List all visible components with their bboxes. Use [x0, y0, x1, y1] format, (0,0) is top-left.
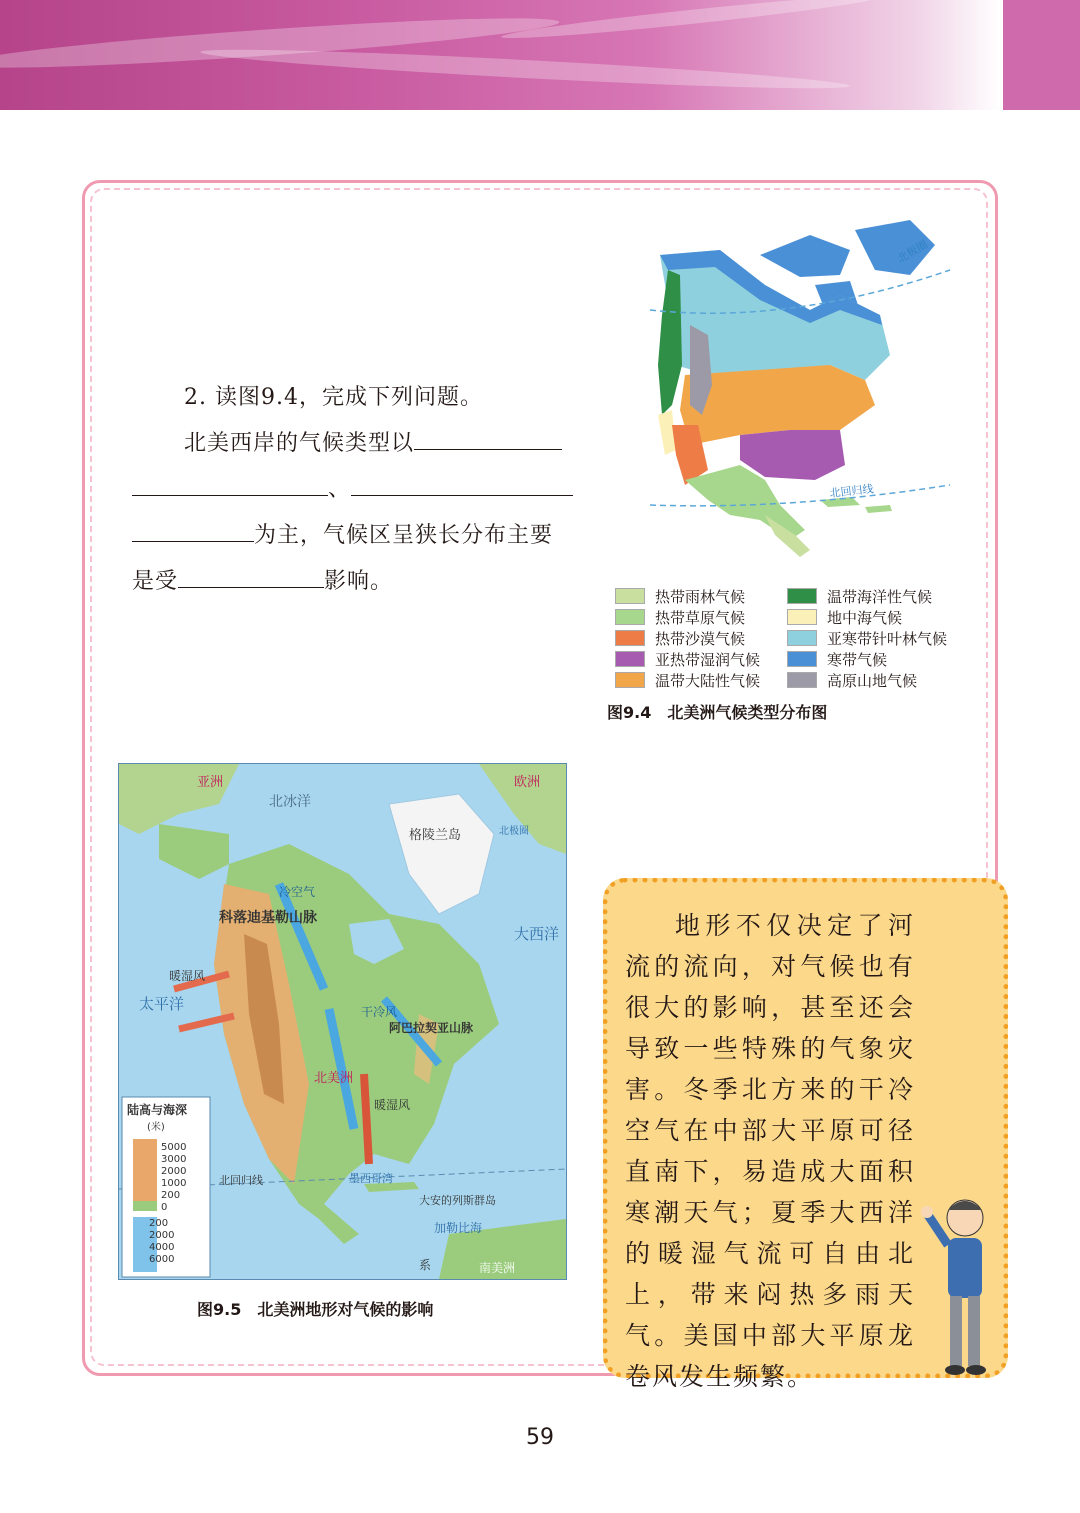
label-tropic: 北回归线 [219, 1174, 263, 1187]
arctic-circle-label: 北极圈 [895, 237, 931, 266]
label-rockies: 科落迪基勒山脉 [219, 910, 317, 926]
depth-tick: 6000 [149, 1254, 175, 1265]
question-text: 为主，气候区呈狭长分布主要 [254, 523, 554, 548]
elevation-tick: 0 [161, 1202, 168, 1213]
elevation-tick: 1000 [161, 1178, 187, 1189]
question-text: 是受 [132, 569, 179, 594]
legend-label: 亚热带湿润气候 [655, 650, 761, 669]
label-pacific: 太平洋 [139, 995, 185, 1013]
elevation-legend-unit: (米) [147, 1122, 165, 1133]
legend-swatch [787, 630, 817, 646]
teacher-illustration [920, 1190, 1000, 1380]
label-cold-air: 冷空气 [279, 885, 316, 899]
label-south-america: 南美洲 [479, 1261, 516, 1275]
legend-item [787, 650, 887, 668]
legend-label: 寒带气候 [827, 650, 888, 669]
label-warm-humid: 暖湿风 [374, 1098, 411, 1112]
legend-swatch [787, 672, 817, 688]
legend-label: 热带雨林气候 [655, 587, 746, 606]
answer-blank-2[interactable] [132, 469, 328, 496]
header-banner [0, 0, 1000, 110]
label-asia: 亚洲 [197, 775, 224, 790]
question-block [132, 375, 582, 605]
label-greenland: 格陵兰岛 [409, 828, 462, 843]
question-text: 北美西岸的气候类型以 [184, 431, 415, 456]
answer-blank-3[interactable] [351, 469, 573, 496]
label-warm-wind: 暖湿风 [169, 969, 206, 983]
legend-label: 温带大陆性气候 [655, 671, 761, 690]
legend-label: 热带草原气候 [655, 608, 746, 627]
legend-swatch [615, 672, 645, 688]
label-appalachian: 阿巴拉契亚山脉 [389, 1021, 474, 1035]
label-gulf: 墨西哥湾 [349, 1172, 393, 1185]
label-dry-cold-wind: 干冷风 [361, 1005, 398, 1019]
legend-item [615, 587, 745, 605]
legend-item [787, 608, 902, 626]
legend-item [615, 629, 745, 647]
label-america: 北美洲 [314, 1071, 354, 1086]
label-caribbean: 加勒比海 [434, 1221, 483, 1235]
elevation-tick: 2000 [161, 1166, 187, 1177]
legend-swatch [615, 609, 645, 625]
legend-swatch [615, 588, 645, 604]
answer-blank-4[interactable] [132, 515, 254, 542]
label-europe: 欧洲 [514, 775, 541, 790]
legend-label: 地中海气候 [827, 608, 903, 627]
answer-blank-5[interactable] [178, 561, 324, 588]
legend-swatch [787, 651, 817, 667]
legend-item [787, 587, 932, 605]
elevation-legend-title: 陆高与海深 [127, 1103, 188, 1117]
tip-text: 地形不仅决定了河流的流向，对气候也有很大的影响，甚至还会导致一些特殊的气象灾害。冬季北方来的干冷空气在中部大平原可径直南下，易造成大面积寒潮天气；夏季大西洋的暖湿气流可自由北上，带来闷热多雨天气。美国中部大平原龙卷风发生频繁。 [625, 911, 915, 1391]
label-atlantic: 大西洋 [514, 925, 560, 943]
legend-label: 高原山地气候 [827, 671, 918, 690]
legend-item [615, 671, 760, 689]
legend-label: 温带海洋性气候 [827, 587, 933, 606]
elevation-tick: 5000 [161, 1142, 187, 1153]
question-text: 影响。 [324, 569, 394, 594]
answer-blank-1[interactable] [414, 423, 562, 450]
figure-caption-9-4: 图9.4 北美洲气候类型分布图 [607, 703, 828, 722]
label-arctic-circle: 北极圈 [499, 826, 529, 837]
legend-swatch [615, 630, 645, 646]
legend-label: 亚寒带针叶林气候 [827, 629, 948, 648]
legend-item [787, 671, 917, 689]
depth-tick: 2000 [149, 1230, 175, 1241]
header-tab [1003, 0, 1080, 110]
climate-map [590, 215, 970, 580]
depth-tick: 200 [149, 1218, 169, 1229]
tropic-label: 北回归线 [828, 482, 875, 500]
page-number: 59 [526, 1425, 554, 1450]
label-antilles: 大安的列斯群岛 [419, 1194, 496, 1207]
elevation-tick: 3000 [161, 1154, 187, 1165]
legend-item [787, 629, 947, 647]
question-title: 2. 读图9.4，完成下列问题。 [184, 385, 483, 410]
figure-caption-9-5: 图9.5 北美洲地形对气候的影响 [197, 1300, 434, 1319]
depth-tick: 4000 [149, 1242, 175, 1253]
terrain-map [118, 763, 567, 1280]
legend-label: 热带沙漠气候 [655, 629, 746, 648]
legend-swatch [787, 609, 817, 625]
label-arctic-ocean: 北冰洋 [269, 794, 311, 810]
legend-swatch [787, 588, 817, 604]
question-separator: 、 [328, 477, 352, 502]
elevation-tick: 200 [161, 1190, 181, 1201]
legend-item [615, 650, 760, 668]
legend-item [615, 608, 745, 626]
label-sierra: 系 [419, 1258, 432, 1272]
legend-swatch [615, 651, 645, 667]
